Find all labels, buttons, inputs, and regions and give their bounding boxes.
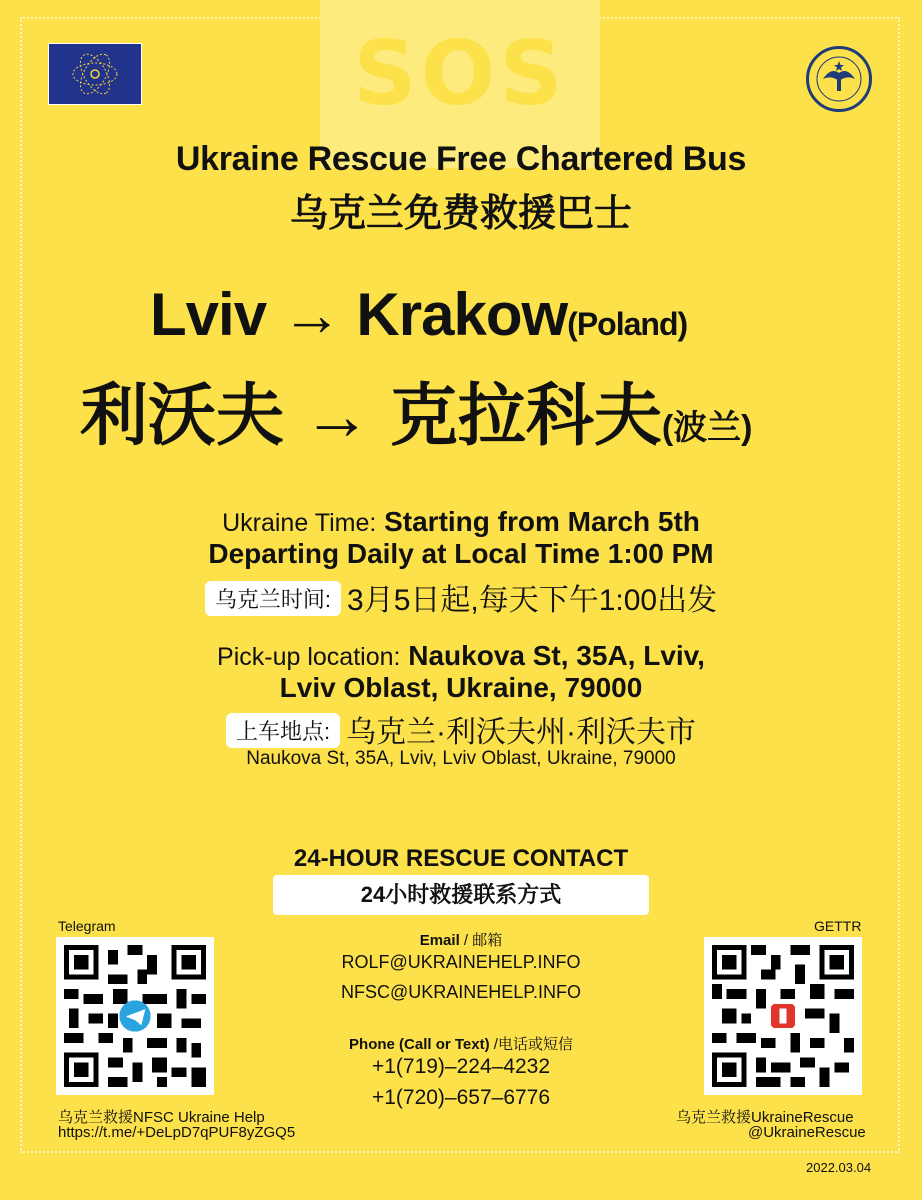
route-origin-zh: 利沃夫 — [80, 378, 285, 454]
pickup-label-en: Pick-up location: — [217, 643, 401, 671]
email-label-en: Email — [419, 932, 460, 949]
route-chinese — [80, 362, 753, 459]
telegram-label: Telegram — [58, 918, 116, 934]
pickup-label-zh: 上车地点: — [226, 713, 340, 748]
route-country-en: (Poland) — [567, 306, 688, 342]
pickup-address-line2: Lviv Oblast, Ukraine, 79000 — [279, 672, 643, 703]
schedule-value-zh: 3月5日起,每天下午1:00出发 — [347, 584, 718, 617]
route-english — [150, 280, 687, 349]
phone-label-en: Phone (Call or Text) — [349, 1036, 490, 1053]
pickup-line-1 — [0, 640, 922, 672]
title-english: Ukraine Rescue Free Chartered Bus — [175, 140, 747, 178]
schedule-depart-en: Departing Daily at Local Time 1:00 PM — [208, 538, 714, 569]
poster-date: 2022.03.04 — [806, 1160, 872, 1175]
email-link-nfsc[interactable]: NFSC@UKRAINEHELP.INFO — [341, 982, 581, 1002]
email-link-rolf[interactable]: ROLF@UKRAINEHELP.INFO — [341, 952, 581, 972]
telegram-qr-code[interactable] — [56, 937, 214, 1095]
title-chinese: 乌克兰免费救援巴士 — [289, 193, 632, 235]
schedule-label-zh: 乌克兰时间: — [205, 581, 341, 616]
schedule-label-en: Ukraine Time: — [222, 509, 377, 537]
gettr-caption: 乌克兰救援UkraineRescue — [676, 1109, 854, 1126]
eu-flag-logo — [48, 43, 142, 105]
rule-of-law-seal-logo — [806, 46, 872, 112]
email-label-zh: / 邮箱 — [459, 932, 503, 949]
pickup-line-zh — [0, 707, 922, 751]
gettr-label: GETTR — [814, 918, 862, 934]
route-origin-en: Lviv — [150, 281, 267, 348]
route-arrow-zh-icon: → — [302, 378, 371, 454]
schedule-line-1 — [0, 506, 922, 538]
route-country-zh: (波兰) — [661, 409, 753, 447]
pickup-address-line1: Naukova St, 35A, Lviv, — [408, 640, 705, 671]
route-arrow-icon: → — [281, 281, 341, 348]
schedule-start-en: Starting from March 5th — [384, 506, 700, 537]
telegram-link[interactable]: https://t.me/+DeLpD7qPUF8yZGQ5 — [58, 1124, 296, 1141]
pickup-value-zh: 乌克兰·利沃夫州·利沃夫市 — [346, 716, 697, 749]
gettr-qr-code[interactable] — [704, 937, 862, 1095]
contact-heading-en: 24-HOUR RESCUE CONTACT — [293, 845, 629, 872]
gettr-qr-icon — [712, 945, 854, 1087]
telegram-caption: 乌克兰救援NFSC Ukraine Help — [58, 1109, 265, 1126]
phone-link-2[interactable]: +1(720)–657–6776 — [371, 1086, 551, 1109]
phone-link-1[interactable]: +1(719)–224–4232 — [371, 1055, 551, 1078]
pickup-address-full: Naukova St, 35A, Lviv, Lviv Oblast, Ukraine, 79000 — [246, 748, 676, 769]
schedule-line-zh — [0, 575, 922, 619]
gettr-handle[interactable]: @UkraineRescue — [748, 1124, 866, 1141]
phone-label-zh: /电话或短信 — [489, 1036, 573, 1053]
route-destination-zh: 克拉科夫 — [389, 378, 662, 454]
telegram-qr-icon — [64, 945, 206, 1087]
sos-heading: SOS — [353, 22, 567, 125]
contact-heading-zh: 24小时救援联系方式 — [273, 875, 649, 915]
route-destination-en: Krakow — [356, 281, 568, 348]
